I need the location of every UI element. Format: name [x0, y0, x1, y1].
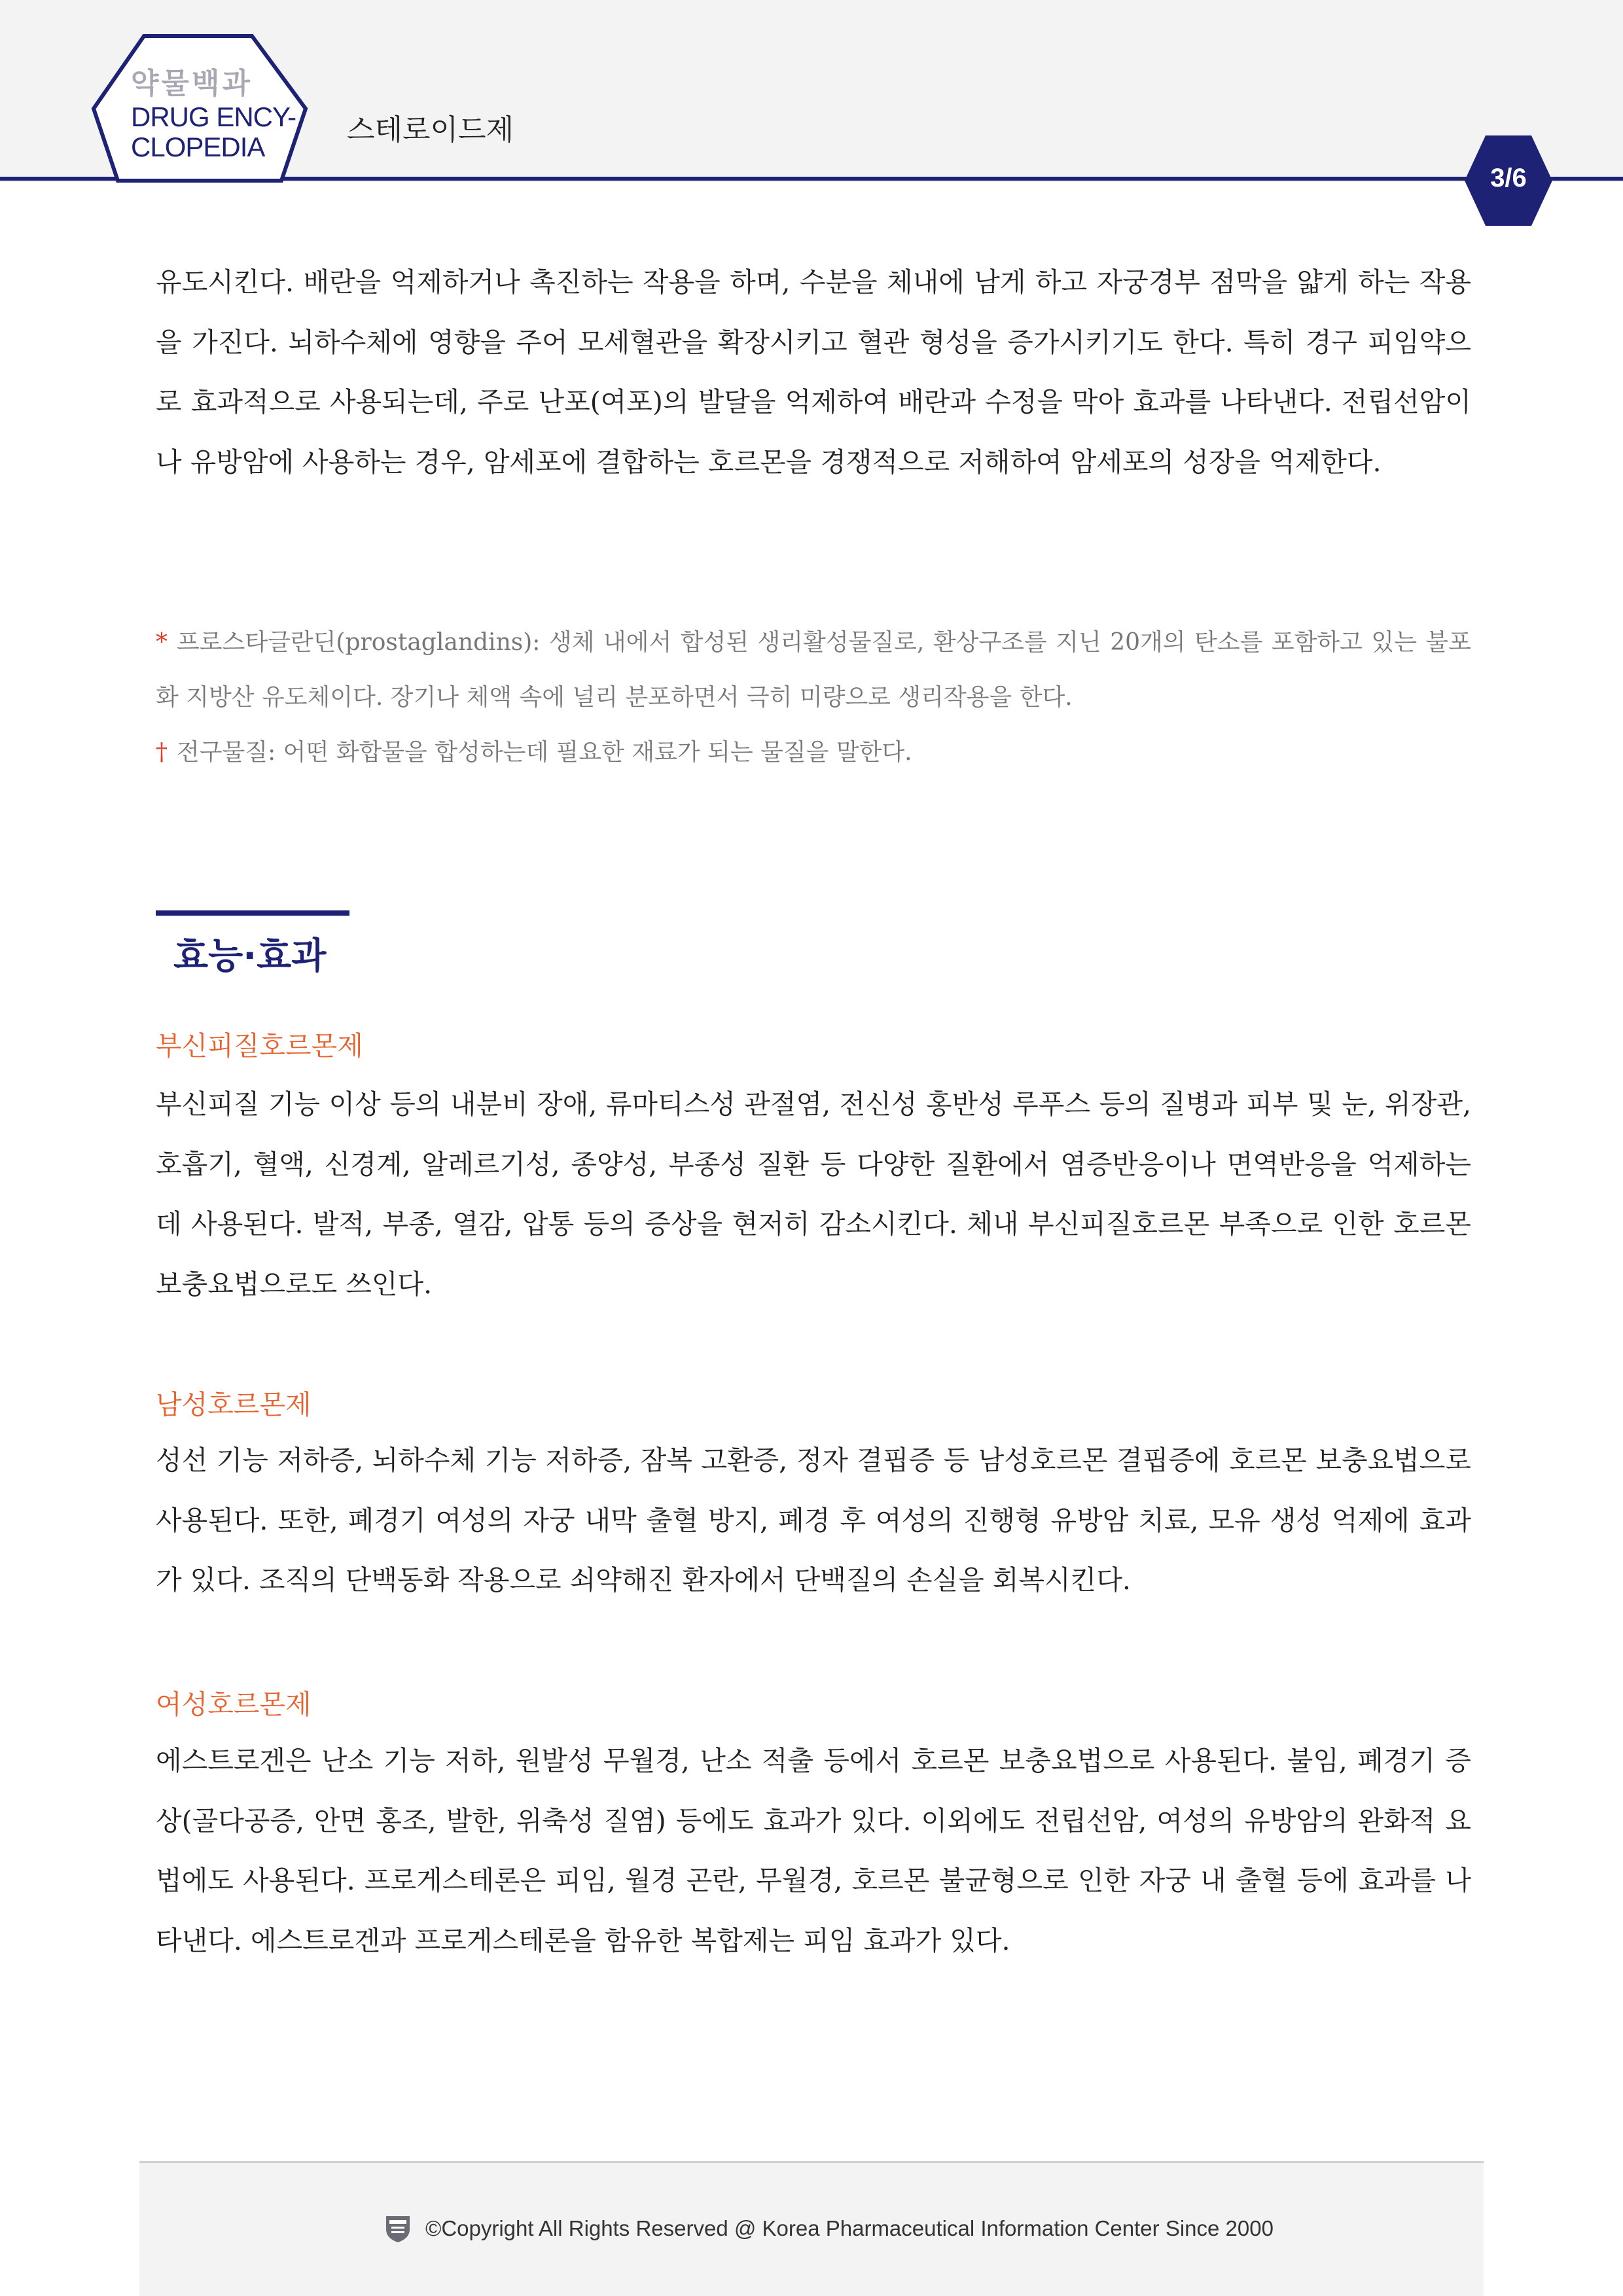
subsection-androgen-header — [156, 1385, 1471, 1424]
footnote-precursor — [156, 725, 1471, 780]
subsection-title: 부신피질호르몬제 — [156, 1030, 363, 1062]
subsection-body: 부신피질 기능 이상 등의 내분비 장애, 류마티스성 관절염, 전신성 홍반성 루푸스 등의 질병과 피부 및 눈, 위장관, 호흡기, 혈액, 신경계, 알레르기성, 종양성, 부종성 질환 등 다양한 질환에서 염증반응이나 면역반응을 억제하는 데 사용된다. 발적, 부종, 열감, 압통 등의 증상을 현저히 감소시킨다. 체내 부신피질호르몬 부족으로 인한 호르몬 보충요법으로도 쓰인다. — [156, 1088, 1471, 1300]
logo — [131, 65, 301, 162]
footnote-prostaglandin — [156, 615, 1471, 725]
subsection-body: 에스트로겐은 난소 기능 저하, 원발성 무월경, 난소 적출 등에서 호르몬 보충요법으로 사용된다. 불임, 폐경기 증상(골다공증, 안면 홍조, 발한, 위축성 질염) 등에도 효과가 있다. 이외에도 전립선암, 여성의 유방암의 완화적 요법에도 사용된다. 프로게스테론은 피임, 월경 곤란, 무월경, 호르몬 불균형으로 인한 자궁 내 출혈 등에 효과를 나타낸다. 에스트로겐과 프로게스테론을 함유한 복합제는 피임 효과가 있다. — [156, 1745, 1471, 1956]
subsection-androgen — [156, 1431, 1471, 1611]
subsection-estrogen — [156, 1731, 1471, 1971]
logo-english-line2: CLOPEDIA — [131, 132, 265, 162]
intro-paragraph: 유도시킨다. 배란을 억제하거나 촉진하는 작용을 하며, 수분을 체내에 남게 하고 자궁경부 점막을 얇게 하는 작용을 가진다. 뇌하수체에 영향을 주어 모세혈관을 확장시키고 혈관 형성을 증가시키기도 한다. 특히 경구 피임약으로 효과적으로 사용되는데, 주로 난포(여포)의 발달을 억제하여 배란과 수정을 막아 효과를 나타낸다. 전립선암이나 유방암에 사용하는 경우, 암세포에 결합하는 호르몬을 경쟁적으로 저해하여 암세포의 성장을 억제한다. — [156, 266, 1471, 478]
copyright-text: ©Copyright All Rights Reserved @ Korea Pharmaceutical Information Center Since 2000 — [425, 2216, 1274, 2240]
footnote-text: 프로스타글란딘(prostaglandins): 생체 내에서 합성된 생리활성물질로, 환상구조를 지닌 20개의 탄소를 포함하고 있는 불포화 지방산 유도체이다. 장기나 체액 속에 널리 분포하면서 극히 미량으로 생리작용을 한다. — [156, 629, 1471, 711]
footnote-mark: * — [156, 629, 168, 656]
page-number: 3/6 — [1490, 164, 1527, 192]
logo-english-line1: DRUG ENCY- — [131, 101, 296, 132]
section-title: 효능·효과 — [173, 935, 327, 977]
subsection-title: 남성호르몬제 — [156, 1389, 312, 1420]
intro-section — [156, 253, 1471, 492]
document-title: 스테로이드제 — [347, 113, 514, 147]
shield-crest-icon — [385, 2215, 411, 2244]
logo-korean: 약물백과 — [131, 67, 253, 100]
footnotes — [156, 615, 1471, 780]
section-title-bar — [156, 910, 349, 916]
subsection-estrogen-header — [156, 1685, 1471, 1724]
footnote-mark: † — [156, 739, 168, 766]
subsection-title: 여성호르몬제 — [156, 1689, 312, 1720]
subsection-body: 성선 기능 저하증, 뇌하수체 기능 저하증, 잠복 고환증, 정자 결핍증 등 남성호르몬 결핍증에 호르몬 보충요법으로 사용된다. 또한, 폐경기 여성의 자궁 내막 출혈 방지, 폐경 후 여성의 진행형 유방암 치료, 모유 생성 억제에 효과가 있다. 조직의 단백동화 작용으로 쇠약해진 환자에서 단백질의 손실을 회복시킨다. — [156, 1444, 1471, 1596]
subsection-corticosteroid — [156, 1075, 1471, 1314]
footnote-text: 전구물질: 어떤 화합물을 합성하는데 필요한 재료가 되는 물질을 말한다. — [177, 739, 912, 766]
subsection-corticosteroid-header — [156, 1026, 1471, 1066]
